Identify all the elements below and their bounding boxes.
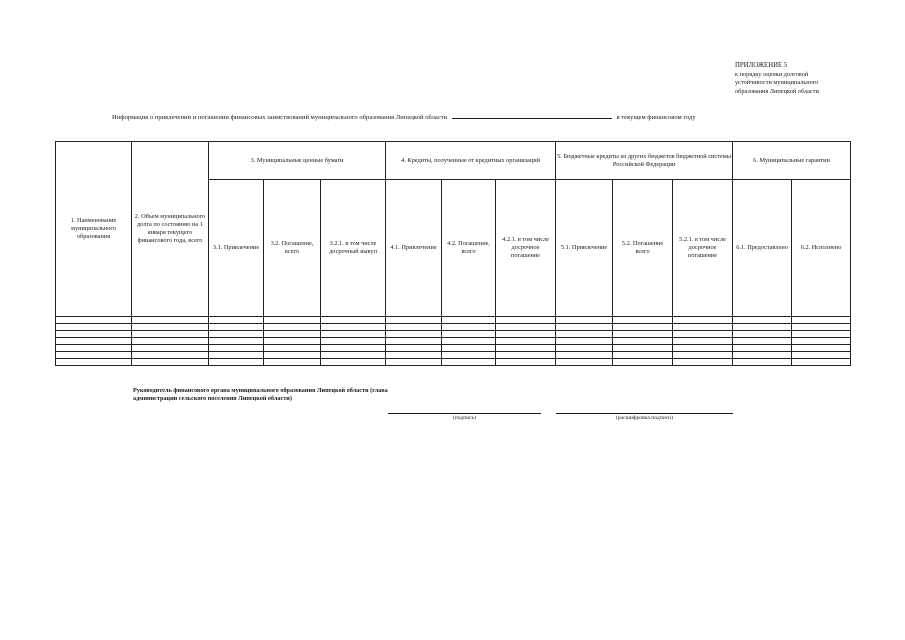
table-cell xyxy=(613,324,673,331)
subheader-3-2: 3.2. Погашение, всего xyxy=(264,180,321,317)
table-cell xyxy=(496,331,556,338)
table-cell xyxy=(442,359,496,366)
table-cell xyxy=(673,317,733,324)
table-cell xyxy=(264,359,321,366)
table-cell xyxy=(209,317,264,324)
table-cell xyxy=(264,352,321,359)
table-cell xyxy=(556,345,613,352)
table-cell xyxy=(56,317,132,324)
table-cell xyxy=(496,338,556,345)
table-cell xyxy=(132,331,209,338)
table-cell xyxy=(556,338,613,345)
table-cell xyxy=(673,338,733,345)
table-cell xyxy=(386,338,442,345)
table-cell xyxy=(264,317,321,324)
table-cell xyxy=(321,359,386,366)
table-cell xyxy=(132,338,209,345)
table-cell xyxy=(733,324,792,331)
table-cell xyxy=(792,359,851,366)
subheader-5-2-1: 5.2.1. в том числе досрочное погашение xyxy=(673,180,733,317)
table-cell xyxy=(386,324,442,331)
table-cell xyxy=(556,352,613,359)
table-cell xyxy=(386,317,442,324)
header-budget-credits: 5. Бюджетные кредиты из других бюджетов бюджетной системы Российской Федерации xyxy=(556,142,733,180)
table-cell xyxy=(556,324,613,331)
subheader-4-2: 4.2. Погашение, всего xyxy=(442,180,496,317)
appendix-line: устойчивости муниципального xyxy=(735,79,819,87)
table-row xyxy=(56,331,851,338)
header-bank-credits: 4. Кредиты, полученные от кредитных организаций xyxy=(386,142,556,180)
table-cell xyxy=(209,338,264,345)
table-cell xyxy=(496,345,556,352)
table-cell xyxy=(321,331,386,338)
table-cell xyxy=(209,352,264,359)
table-cell xyxy=(56,331,132,338)
report-heading xyxy=(112,112,822,121)
table-cell xyxy=(673,359,733,366)
table-cell xyxy=(442,331,496,338)
signatory-title: Руководитель финансового органа муниципального образования Липецкой области (глава администрации сельского поселения Липецкой области) xyxy=(133,387,388,403)
table-cell xyxy=(673,345,733,352)
table-cell xyxy=(442,317,496,324)
table-cell xyxy=(386,359,442,366)
table-cell xyxy=(733,331,792,338)
subheader-5-1: 5.1. Привлечение xyxy=(556,180,613,317)
table-body xyxy=(56,317,851,366)
appendix-line: образования Липецкой области xyxy=(735,87,819,95)
table-row xyxy=(56,338,851,345)
subheader-6-2: 6.2. Исполнено xyxy=(792,180,851,317)
table-cell xyxy=(792,352,851,359)
report-heading-suffix: в текущем финансовом году xyxy=(616,114,696,121)
table-cell xyxy=(56,324,132,331)
table-cell xyxy=(792,338,851,345)
table-cell xyxy=(613,338,673,345)
appendix-block xyxy=(735,62,895,96)
table-cell xyxy=(209,324,264,331)
table-cell xyxy=(613,331,673,338)
table-row xyxy=(56,359,851,366)
table-cell xyxy=(386,345,442,352)
table-cell xyxy=(386,352,442,359)
table-cell xyxy=(264,331,321,338)
table-cell xyxy=(792,331,851,338)
table-cell xyxy=(792,324,851,331)
subheader-4-1: 4.1. Привлечение xyxy=(386,180,442,317)
table-cell xyxy=(264,324,321,331)
table-cell xyxy=(132,317,209,324)
table-cell xyxy=(321,317,386,324)
table-cell xyxy=(733,352,792,359)
table-cell xyxy=(321,324,386,331)
table-cell xyxy=(556,331,613,338)
table-row xyxy=(56,324,851,331)
table-cell xyxy=(132,324,209,331)
table-cell xyxy=(209,345,264,352)
table-cell xyxy=(733,317,792,324)
table-cell xyxy=(496,359,556,366)
table-cell xyxy=(56,352,132,359)
table-cell xyxy=(673,352,733,359)
subheader-3-1: 3.1. Привлечение xyxy=(209,180,264,317)
table-cell xyxy=(321,345,386,352)
table-cell xyxy=(442,352,496,359)
table-cell xyxy=(442,324,496,331)
table-cell xyxy=(613,352,673,359)
header-securities: 3. Муниципальные ценные бумаги xyxy=(209,142,386,180)
appendix-line: к порядку оценки долговой xyxy=(735,70,809,78)
signature-caption: (подпись) xyxy=(452,415,477,421)
table-cell xyxy=(321,338,386,345)
table-cell xyxy=(496,352,556,359)
table-cell xyxy=(56,359,132,366)
table-cell xyxy=(556,359,613,366)
table-cell xyxy=(556,317,613,324)
signature-decode-caption: (расшифровка подписи) xyxy=(615,415,674,421)
municipality-blank-field xyxy=(452,112,612,119)
table-cell xyxy=(56,338,132,345)
table-cell xyxy=(792,317,851,324)
table-cell xyxy=(264,345,321,352)
table-cell xyxy=(613,359,673,366)
table-cell xyxy=(264,338,321,345)
subheader-3-2-1: 3.2.1. в том числе досрочный выкуп xyxy=(321,180,386,317)
table-row xyxy=(56,345,851,352)
table-cell xyxy=(496,324,556,331)
header-guarantees: 6. Муниципальные гарантии xyxy=(733,142,851,180)
table-cell xyxy=(496,317,556,324)
signature-line xyxy=(388,413,541,414)
report-table xyxy=(55,141,851,366)
table-cell xyxy=(132,345,209,352)
header-municipality: 1. Наименование муниципального образования xyxy=(56,142,132,317)
table-cell xyxy=(321,352,386,359)
table-cell xyxy=(733,345,792,352)
table-cell xyxy=(613,345,673,352)
table-cell xyxy=(733,359,792,366)
appendix-title: ПРИЛОЖЕНИЕ 5 xyxy=(735,62,788,69)
table-cell xyxy=(442,345,496,352)
report-heading-prefix: Информация о привлечении и погашении финансовых заимствований муниципального образования Липецкой области xyxy=(112,114,448,121)
header-debt-volume: 2. Объем муниципального долга по состоянию на 1 января текущего финансового года, всего xyxy=(132,142,209,317)
table-cell xyxy=(673,331,733,338)
table-cell xyxy=(386,331,442,338)
table-cell xyxy=(132,352,209,359)
subheader-6-1: 6.1. Предоставлено xyxy=(733,180,792,317)
table-cell xyxy=(792,345,851,352)
table-cell xyxy=(733,338,792,345)
subheader-4-2-1: 4.2.1. в том числе досрочное погашение xyxy=(496,180,556,317)
subheader-5-2: 5.2. Погашение всего xyxy=(613,180,673,317)
table-cell xyxy=(56,345,132,352)
table-row xyxy=(56,317,851,324)
table-cell xyxy=(442,338,496,345)
table-cell xyxy=(209,359,264,366)
table-cell xyxy=(209,331,264,338)
table-cell xyxy=(613,317,673,324)
table-header-row xyxy=(56,142,851,180)
table-cell xyxy=(132,359,209,366)
signature-decode-line xyxy=(556,413,733,414)
table-cell xyxy=(673,324,733,331)
table-row xyxy=(56,352,851,359)
